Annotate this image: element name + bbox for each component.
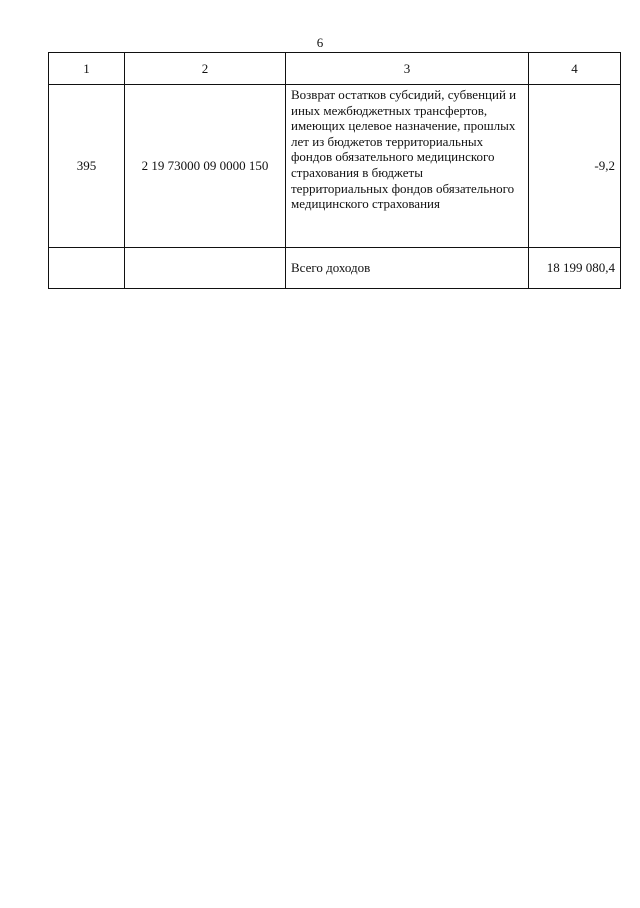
total-admin-code-cell [49,248,125,289]
total-label-cell: Всего доходов [286,248,529,289]
header-cell-1: 1 [49,53,125,85]
header-cell-2: 2 [125,53,286,85]
total-budget-code-cell [125,248,286,289]
amount-cell: -9,2 [529,85,621,248]
header-cell-4: 4 [529,53,621,85]
admin-code-cell: 395 [49,85,125,248]
table-row [49,85,621,248]
page-number: 6 [316,35,324,50]
budget-table [48,52,621,289]
header-cell-3: 3 [286,53,529,85]
budget-code-cell: 2 19 73000 09 0000 150 [125,85,286,248]
total-amount-cell: 18 199 080,4 [529,248,621,289]
total-row [49,248,621,289]
table-header-row [49,53,621,85]
description-cell: Возврат остатков субсидий, субвенций и иных межбюджетных трансфертов, имеющих целевое назначение, прошлых лет из бюджетов территориальных фондов обязательного медицинского страхования в бюджеты территориальных фондов обязательного медицинского страхования [286,85,529,248]
